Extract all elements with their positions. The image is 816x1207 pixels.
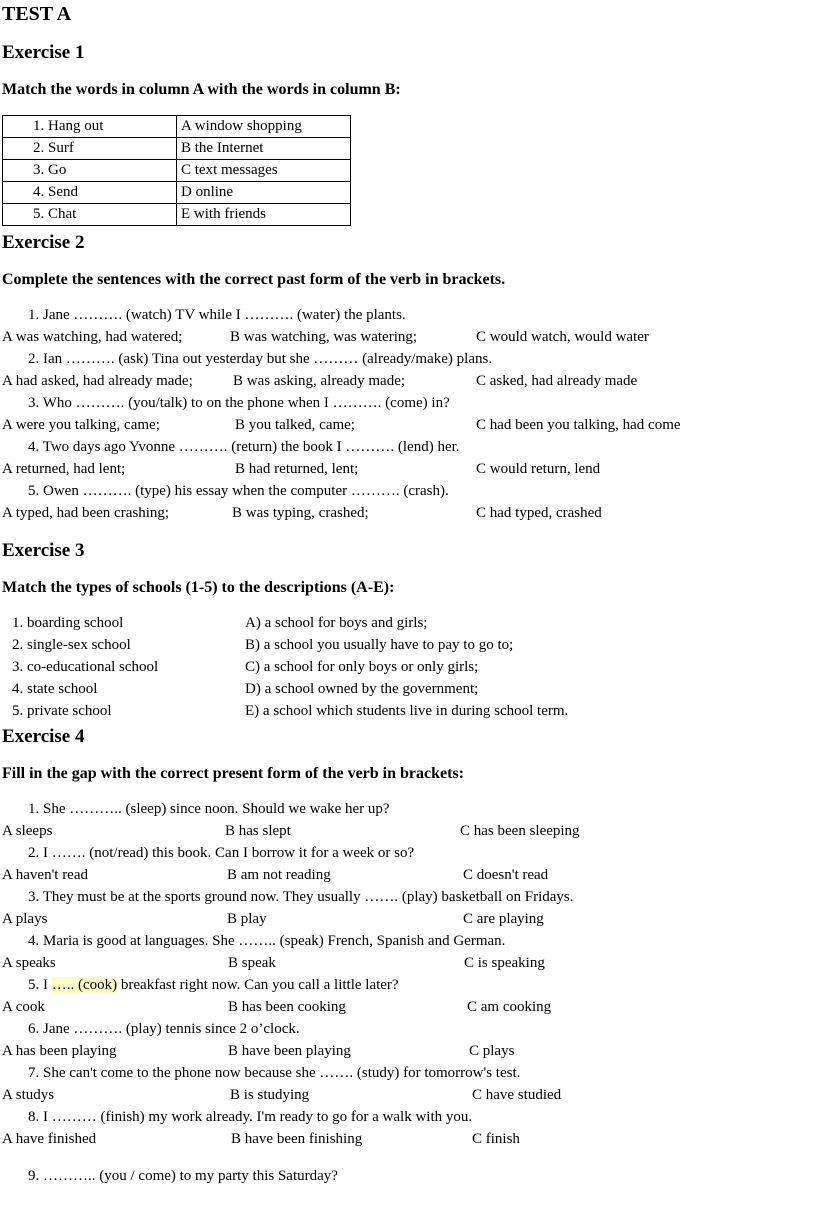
exercise-4-heading: Exercise 4 (2, 726, 85, 747)
option-b: B play (227, 911, 267, 927)
column-a-cell: 1. Hang out (3, 116, 177, 138)
description-item: A) a school for boys and girls; (245, 615, 428, 631)
option-a: A was watching, had watered; (2, 329, 183, 345)
option-c: C doesn't read (463, 867, 549, 883)
school-type-item: 3. co-educational school (12, 659, 159, 675)
exercise-4-question: 8. I ……… (finish) my work already. I'm ready to go for a walk with you. (28, 1109, 473, 1125)
school-type-item: 5. private school (12, 703, 112, 719)
exercise-3-instruction: Match the types of schools (1-5) to the descriptions (A-E): (2, 579, 395, 596)
option-c: C have studied (472, 1087, 562, 1103)
option-a: A speaks (2, 955, 56, 971)
option-a: A plays (2, 911, 48, 927)
column-b-cell: D online (177, 182, 351, 204)
option-c: C am cooking (467, 999, 552, 1015)
description-item: B) a school you usually have to pay to go to; (245, 637, 514, 653)
option-c: C would return, lend (476, 461, 601, 477)
option-b: B you talked, came; (235, 417, 355, 433)
option-a: A studys (2, 1087, 55, 1103)
exercise-1-heading: Exercise 1 (2, 42, 85, 63)
column-b-cell: C text messages (177, 160, 351, 182)
option-b: B is studying (230, 1087, 310, 1103)
column-b-cell: A window shopping (177, 116, 351, 138)
column-b-cell: B the Internet (177, 138, 351, 160)
exercise-2-question: 3. Who ………. (you/talk) to on the phone when I ………. (come) in? (28, 395, 450, 411)
exercise-2-question: 1. Jane ………. (watch) TV while I ………. (water) the plants. (28, 307, 406, 323)
table-row (3, 138, 351, 160)
option-b: B speak (228, 955, 276, 971)
option-a: A cook (2, 999, 45, 1015)
exercise-2-heading: Exercise 2 (2, 232, 85, 253)
table-row (3, 116, 351, 138)
table-row (3, 182, 351, 204)
exercise-4-question: 2. I ……. (not/read) this book. Can I borrow it for a week or so? (28, 845, 415, 861)
exercise-2-question: 5. Owen ………. (type) his essay when the computer ………. (crash). (28, 483, 449, 499)
column-b-cell: E with friends (177, 204, 351, 226)
option-c: C are playing (463, 911, 544, 927)
exercise-2-question: 4. Two days ago Yvonne ………. (return) the book I ………. (lend) her. (28, 439, 460, 455)
option-c: C plays (469, 1043, 515, 1059)
option-b: B has slept (225, 823, 291, 839)
option-b: B has been cooking (228, 999, 346, 1015)
exercise-2-instruction: Complete the sentences with the correct past form of the verb in brackets. (2, 271, 506, 288)
option-a: A had asked, had already made; (2, 373, 193, 389)
column-a-cell: 4. Send (3, 182, 177, 204)
option-b: B am not reading (227, 867, 331, 883)
table-row (3, 160, 351, 182)
column-a-cell: 5. Chat (3, 204, 177, 226)
option-c: C had typed, crashed (476, 505, 602, 521)
option-b: B was typing, crashed; (232, 505, 369, 521)
exercise-1-table (2, 115, 351, 226)
description-item: C) a school for only boys or only girls; (245, 659, 479, 675)
option-a: A has been playing (2, 1043, 117, 1059)
option-a: A haven't read (2, 867, 89, 883)
question-text: 5. I (28, 977, 52, 993)
option-a: A sleeps (2, 823, 53, 839)
option-a: A were you talking, came; (2, 417, 160, 433)
option-c: C finish (472, 1131, 520, 1147)
exercise-4-instruction: Fill in the gap with the correct present form of the verb in brackets: (2, 765, 464, 782)
option-a: A typed, had been crashing; (2, 505, 170, 521)
question-text: breakfast right now. Can you call a little later? (117, 977, 399, 993)
option-a: A returned, had lent; (2, 461, 126, 477)
exercise-4-question: 4. Maria is good at languages. She …….. (speak) French, Spanish and German. (28, 933, 506, 949)
option-c: C had been you talking, had come (476, 417, 681, 433)
option-c: C is speaking (464, 955, 545, 971)
school-type-item: 2. single-sex school (12, 637, 131, 653)
highlighted-gap: ….. (cook) (51, 977, 118, 993)
option-b: B have been playing (228, 1043, 351, 1059)
table-row (3, 204, 351, 226)
exercise-4-question: 6. Jane ………. (play) tennis since 2 o’clock. (28, 1021, 300, 1037)
exercise-4-question: 9. ……….. (you / come) to my party this Saturday? (28, 1168, 338, 1184)
option-c: C would watch, would water (476, 329, 649, 345)
school-type-item: 1. boarding school (12, 615, 124, 631)
column-a-cell: 2. Surf (3, 138, 177, 160)
option-b: B was watching, was watering; (230, 329, 418, 345)
description-item: E) a school which students live in during school term. (245, 703, 569, 719)
exercise-4-question: 1. She ……….. (sleep) since noon. Should we wake her up? (28, 801, 390, 817)
option-b: B have been finishing (231, 1131, 363, 1147)
option-a: A have finished (2, 1131, 97, 1147)
option-c: C asked, had already made (476, 373, 638, 389)
column-a-cell: 3. Go (3, 160, 177, 182)
option-c: C has been sleeping (460, 823, 580, 839)
school-type-item: 4. state school (12, 681, 98, 697)
description-item: D) a school owned by the government; (245, 681, 479, 697)
exercise-4-question: 7. She can't come to the phone now because she ……. (study) for tomorrow's test. (28, 1065, 521, 1081)
exercise-3-heading: Exercise 3 (2, 540, 85, 561)
option-b: B had returned, lent; (235, 461, 359, 477)
exercise-4-question (28, 977, 399, 994)
exercise-2-question: 2. Ian ………. (ask) Tina out yesterday but she ……… (already/make) plans. (28, 351, 493, 367)
exercise-4-question: 3. They must be at the sports ground now. They usually ……. (play) basketball on Fridays. (28, 889, 574, 905)
exercise-1-instruction: Match the words in column A with the words in column B: (2, 81, 401, 98)
page-title: TEST A (2, 3, 72, 25)
option-b: B was asking, already made; (233, 373, 406, 389)
